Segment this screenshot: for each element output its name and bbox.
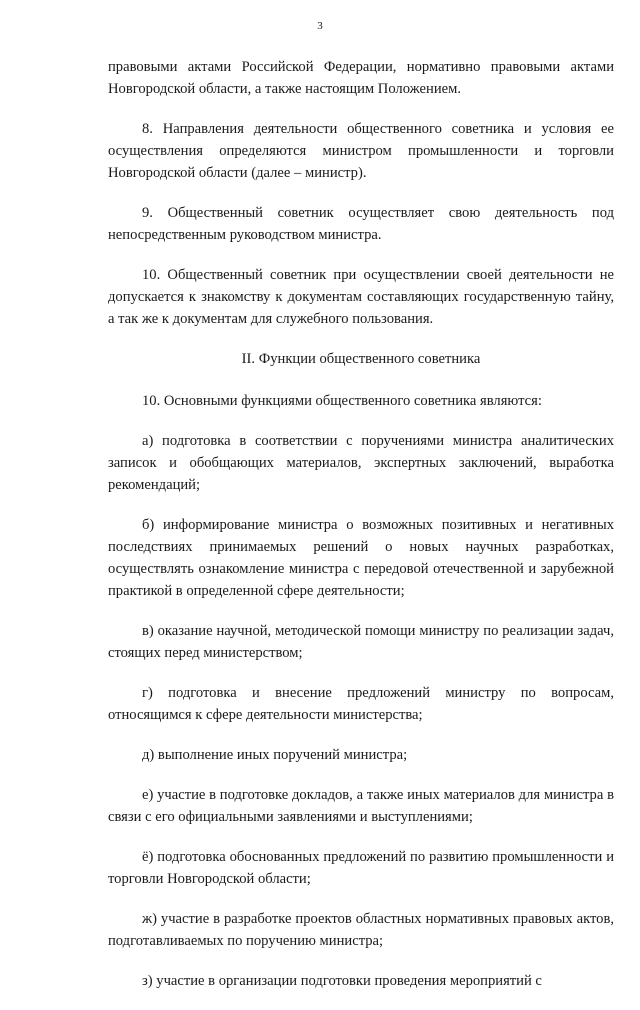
function-item-zh: ж) участие в разработке проектов областных нормативных правовых актов, подготавливаемых по поручению министра; (108, 911, 614, 949)
function-item-z: з) участие в организации подготовки проведения мероприятий с (142, 973, 542, 989)
function-item-e: е) участие в подготовке докладов, а также иных материалов для министра в связи с его официальными заявлениями и выступлениями; (108, 787, 614, 825)
page-number: 3 (317, 20, 323, 32)
section-heading: II. Функции общественного советника (241, 351, 481, 367)
paragraph-10: 10. Общественный советник при осуществлении своей деятельности не допускается к знакомству к документам составляющих государственную тайну, а так же к документам для служебного пользования. (108, 267, 614, 327)
paragraph-9: 9. Общественный советник осуществляет свою деятельность под непосредственным руководством министра. (108, 205, 614, 243)
function-item-d: д) выполнение иных поручений министра; (142, 747, 408, 763)
functions-intro: 10. Основными функциями общественного советника являются: (142, 393, 542, 409)
function-item-v: в) оказание научной, методической помощи министру по реализации задач, стоящих перед министерством; (108, 623, 614, 661)
paragraph-8: 8. Направления деятельности общественного советника и условия ее осуществления определяются министром промышленности и торговли Новгородской области (далее – министр). (108, 121, 614, 181)
function-item-g: г) подготовка и внесение предложений министру по вопросам, относящимся к сфере деятельности министерства; (108, 685, 614, 723)
paragraph-continuation: правовыми актами Российской Федерации, нормативно правовыми актами Новгородской области, а также настоящим Положением. (108, 59, 614, 97)
document-body (108, 56, 614, 1010)
function-item-a: а) подготовка в соответствии с поручениями министра аналитических записок и обобщающих материалов, экспертных заключений, выработка рекомендаций; (108, 433, 614, 493)
function-item-yo: ё) подготовка обоснованных предложений по развитию промышленности и торговли Новгородской области; (108, 849, 614, 887)
function-item-b: б) информирование министра о возможных позитивных и негативных последствиях принимаемых решений о новых научных разработках, осуществлять ознакомление министра с передовой отечественной и зарубежной практикой в определенной сфере деятельности; (108, 517, 614, 599)
